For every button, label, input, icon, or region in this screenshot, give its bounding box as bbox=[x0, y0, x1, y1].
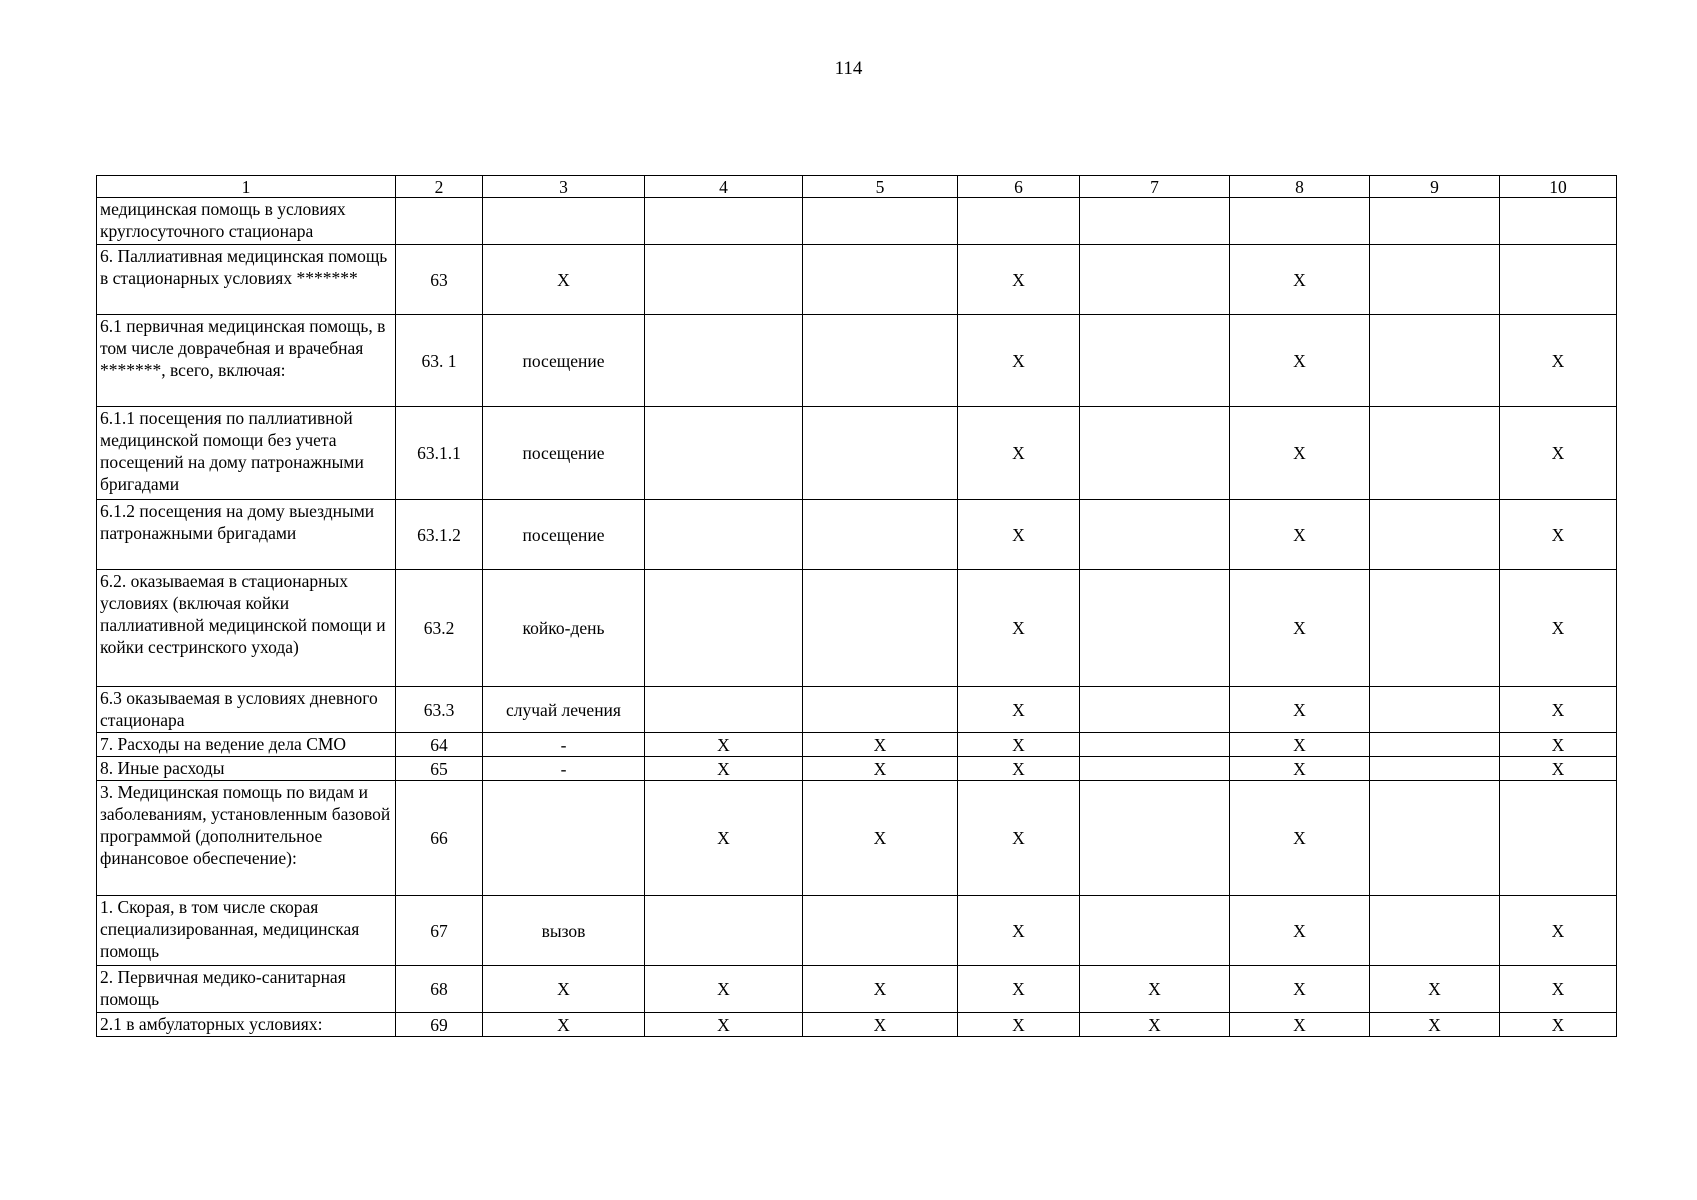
table-cell bbox=[1370, 198, 1500, 245]
table-cell: X bbox=[958, 687, 1080, 733]
table-cell bbox=[645, 198, 803, 245]
table-cell: 64 bbox=[396, 733, 483, 757]
table-cell: 63 bbox=[396, 245, 483, 315]
table-cell bbox=[803, 198, 958, 245]
row-label-cell: 6.2. оказываемая в стационарных условиях (включая койки паллиативной медицинской помощи и койки сестринского ухода) bbox=[97, 570, 396, 687]
table-cell: X bbox=[1080, 966, 1230, 1013]
table-row bbox=[97, 315, 1617, 407]
row-label-cell: 2.1 в амбулаторных условиях: bbox=[97, 1013, 396, 1037]
table-cell: X bbox=[958, 733, 1080, 757]
table-cell bbox=[1370, 407, 1500, 500]
table-cell: X bbox=[1500, 570, 1617, 687]
table-cell: случай лечения bbox=[483, 687, 645, 733]
row-label-cell: 8. Иные расходы bbox=[97, 757, 396, 781]
table-cell bbox=[803, 570, 958, 687]
table-cell bbox=[1370, 896, 1500, 966]
column-number-cell: 1 bbox=[97, 176, 396, 198]
table-cell bbox=[1370, 315, 1500, 407]
table-cell: X bbox=[1230, 500, 1370, 570]
table-cell: X bbox=[1230, 966, 1370, 1013]
table-cell: X bbox=[645, 966, 803, 1013]
table-cell: X bbox=[958, 1013, 1080, 1037]
table-cell: X bbox=[803, 1013, 958, 1037]
table-cell bbox=[1370, 500, 1500, 570]
table-cell bbox=[803, 500, 958, 570]
table-cell bbox=[958, 198, 1080, 245]
table-cell: X bbox=[958, 245, 1080, 315]
table-cell bbox=[1080, 407, 1230, 500]
column-number-cell: 5 bbox=[803, 176, 958, 198]
table-cell: X bbox=[645, 1013, 803, 1037]
table-cell bbox=[1370, 687, 1500, 733]
table-cell bbox=[803, 245, 958, 315]
table-cell bbox=[645, 500, 803, 570]
table-cell: X bbox=[803, 966, 958, 1013]
table-cell: X bbox=[1230, 781, 1370, 896]
table-cell bbox=[803, 896, 958, 966]
row-label-cell: 3. Медицинская помощь по видам и заболеваниям, установленным базовой программой (дополнительное финансовое обеспечение): bbox=[97, 781, 396, 896]
table-cell: X bbox=[803, 781, 958, 896]
table-cell bbox=[1370, 757, 1500, 781]
table-cell: посещение bbox=[483, 407, 645, 500]
row-label-cell: 2. Первичная медико-санитарная помощь bbox=[97, 966, 396, 1013]
row-label-cell: 6.3 оказываемая в условиях дневного стационара bbox=[97, 687, 396, 733]
table-cell: - bbox=[483, 733, 645, 757]
table-cell: X bbox=[803, 733, 958, 757]
column-number-cell: 2 bbox=[396, 176, 483, 198]
table-cell: X bbox=[958, 896, 1080, 966]
table-cell bbox=[1080, 570, 1230, 687]
table-cell: X bbox=[1230, 733, 1370, 757]
table-cell: X bbox=[958, 781, 1080, 896]
table-cell: X bbox=[958, 315, 1080, 407]
column-number-cell: 7 bbox=[1080, 176, 1230, 198]
table-row bbox=[97, 966, 1617, 1013]
table-row bbox=[97, 1013, 1617, 1037]
table-cell: 69 bbox=[396, 1013, 483, 1037]
table-cell: X bbox=[1500, 315, 1617, 407]
table-cell: X bbox=[1230, 896, 1370, 966]
row-label-cell: 6.1 первичная медицинская помощь, в том числе доврачебная и врачебная *******, всего, включая: bbox=[97, 315, 396, 407]
column-number-cell: 9 bbox=[1370, 176, 1500, 198]
table-cell bbox=[1370, 570, 1500, 687]
table-row bbox=[97, 407, 1617, 500]
table-cell: X bbox=[1080, 1013, 1230, 1037]
table-cell: X bbox=[958, 570, 1080, 687]
table-cell bbox=[1080, 245, 1230, 315]
table-cell bbox=[1370, 245, 1500, 315]
table-row bbox=[97, 198, 1617, 245]
table-cell bbox=[483, 198, 645, 245]
column-number-cell: 6 bbox=[958, 176, 1080, 198]
table-cell: посещение bbox=[483, 315, 645, 407]
table-cell bbox=[645, 315, 803, 407]
column-number-cell: 8 bbox=[1230, 176, 1370, 198]
page-number: 114 bbox=[834, 58, 863, 79]
table-cell: X bbox=[1370, 966, 1500, 1013]
table-cell bbox=[1080, 687, 1230, 733]
table-cell: 63.2 bbox=[396, 570, 483, 687]
table-cell: X bbox=[1500, 500, 1617, 570]
row-label-cell: медицинская помощь в условиях круглосуточного стационара bbox=[97, 198, 396, 245]
table-row bbox=[97, 500, 1617, 570]
column-number-cell: 4 bbox=[645, 176, 803, 198]
table-cell bbox=[1370, 733, 1500, 757]
column-number-cell: 10 bbox=[1500, 176, 1617, 198]
table-cell: 66 bbox=[396, 781, 483, 896]
table-cell: X bbox=[1230, 315, 1370, 407]
table-cell: 63. 1 bbox=[396, 315, 483, 407]
table-cell: X bbox=[1500, 757, 1617, 781]
table-cell bbox=[803, 407, 958, 500]
table-cell: X bbox=[483, 1013, 645, 1037]
table-cell: 67 bbox=[396, 896, 483, 966]
table-cell: X bbox=[1230, 687, 1370, 733]
data-table bbox=[96, 175, 1617, 1037]
table-cell bbox=[645, 687, 803, 733]
table-cell bbox=[1500, 245, 1617, 315]
table-cell: X bbox=[1230, 245, 1370, 315]
table-cell: X bbox=[1500, 733, 1617, 757]
table-cell: X bbox=[958, 500, 1080, 570]
column-number-cell: 3 bbox=[483, 176, 645, 198]
table-row bbox=[97, 757, 1617, 781]
table-cell bbox=[1080, 781, 1230, 896]
table-cell bbox=[645, 570, 803, 687]
table-cell: X bbox=[1500, 896, 1617, 966]
table-cell bbox=[1080, 757, 1230, 781]
table-row bbox=[97, 687, 1617, 733]
table-cell: 65 bbox=[396, 757, 483, 781]
table-cell bbox=[803, 315, 958, 407]
table-cell: X bbox=[1500, 407, 1617, 500]
table-cell: X bbox=[958, 407, 1080, 500]
table-cell bbox=[1370, 781, 1500, 896]
table-cell bbox=[1080, 315, 1230, 407]
table-cell bbox=[396, 198, 483, 245]
column-number-row bbox=[97, 176, 1617, 198]
row-label-cell: 6.1.2 посещения на дому выездными патронажными бригадами bbox=[97, 500, 396, 570]
table-cell: - bbox=[483, 757, 645, 781]
table-cell: X bbox=[1370, 1013, 1500, 1037]
table-cell: X bbox=[645, 757, 803, 781]
table-cell bbox=[1500, 781, 1617, 896]
table-cell: вызов bbox=[483, 896, 645, 966]
table-cell: 68 bbox=[396, 966, 483, 1013]
table-cell bbox=[645, 896, 803, 966]
table-cell bbox=[803, 687, 958, 733]
row-label-cell: 6.1.1 посещения по паллиативной медицинской помощи без учета посещений на дому патронажными бригадами bbox=[97, 407, 396, 500]
table-cell: 63.1.2 bbox=[396, 500, 483, 570]
table-cell: койко-день bbox=[483, 570, 645, 687]
table-cell: X bbox=[1230, 570, 1370, 687]
table-cell: X bbox=[1500, 1013, 1617, 1037]
table-cell: X bbox=[958, 757, 1080, 781]
table-cell bbox=[1080, 198, 1230, 245]
table-cell bbox=[1080, 733, 1230, 757]
table-row bbox=[97, 570, 1617, 687]
table-cell: X bbox=[645, 781, 803, 896]
row-label-cell: 1. Скорая, в том числе скорая специализированная, медицинская помощь bbox=[97, 896, 396, 966]
table-cell: X bbox=[483, 966, 645, 1013]
table-cell: X bbox=[645, 733, 803, 757]
table-cell: X bbox=[483, 245, 645, 315]
table-cell: X bbox=[1230, 757, 1370, 781]
table-cell: X bbox=[958, 966, 1080, 1013]
table-cell bbox=[1080, 500, 1230, 570]
table-cell bbox=[1500, 198, 1617, 245]
table-cell bbox=[645, 407, 803, 500]
table-cell: X bbox=[1500, 966, 1617, 1013]
table-cell bbox=[1230, 198, 1370, 245]
row-label-cell: 7. Расходы на ведение дела СМО bbox=[97, 733, 396, 757]
table-row bbox=[97, 781, 1617, 896]
table-cell bbox=[1080, 896, 1230, 966]
table-row bbox=[97, 245, 1617, 315]
table-row bbox=[97, 733, 1617, 757]
table-cell bbox=[645, 245, 803, 315]
row-label-cell: 6. Паллиативная медицинская помощь в стационарных условиях ******* bbox=[97, 245, 396, 315]
table-cell: X bbox=[1230, 1013, 1370, 1037]
table-row bbox=[97, 896, 1617, 966]
table-cell: посещение bbox=[483, 500, 645, 570]
table-cell bbox=[483, 781, 645, 896]
table-cell: 63.3 bbox=[396, 687, 483, 733]
table-cell: X bbox=[1230, 407, 1370, 500]
table-cell: X bbox=[1500, 687, 1617, 733]
table-cell: 63.1.1 bbox=[396, 407, 483, 500]
table-cell: X bbox=[803, 757, 958, 781]
